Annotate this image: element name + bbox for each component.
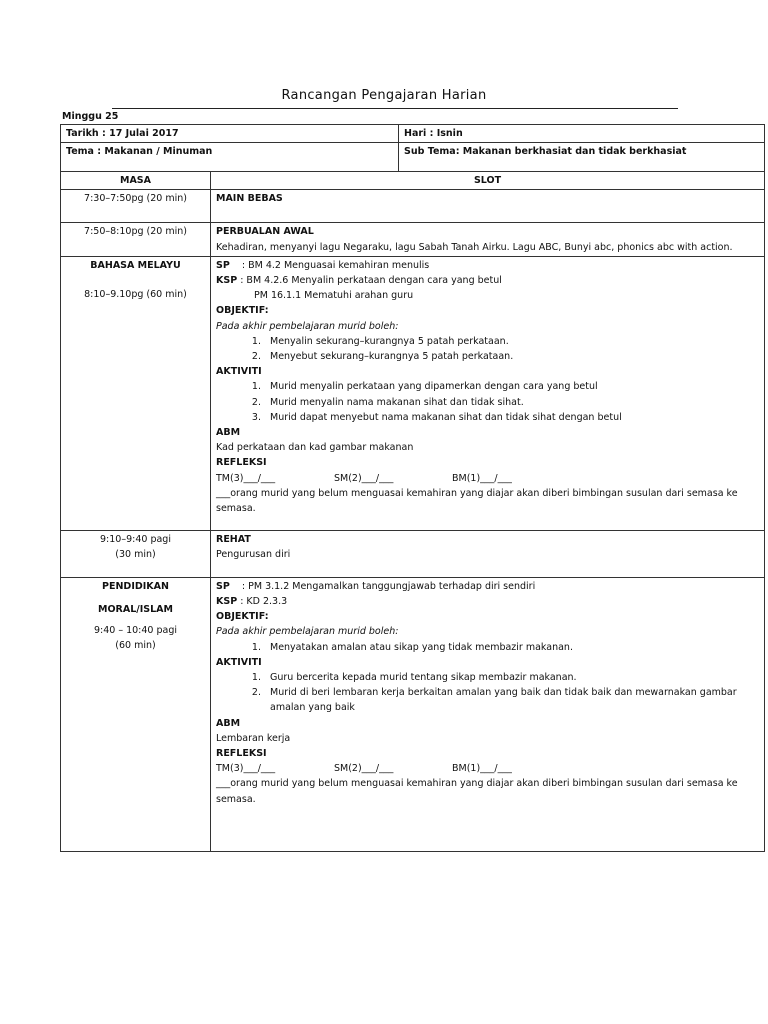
list-item: 1. Menyatakan amalan atau sikap yang tidak membazir makanan. bbox=[264, 640, 759, 655]
list-item: 1. Guru bercerita kepada murid tentang sikap membazir makanan. bbox=[264, 670, 759, 685]
list-item: 1. Menyalin sekurang–kurangnya 5 patah perkataan. bbox=[264, 334, 759, 349]
activity-list bbox=[216, 670, 759, 716]
ksp-line bbox=[216, 273, 759, 288]
slot-text: Kehadiran, menyanyi lagu Negaraku, lagu Sabah Tanah Airku. Lagu ABC, Bunyi abc, phonics abc with action. bbox=[216, 241, 733, 253]
time-cell bbox=[61, 530, 211, 577]
slot-title: MAIN BEBAS bbox=[211, 190, 765, 223]
sp-text: : BM 4.2 Menguasai kemahiran menulis bbox=[241, 259, 430, 271]
time-cell bbox=[61, 577, 211, 851]
sp-label: SP bbox=[216, 580, 230, 592]
score-bm: BM(1)___/___ bbox=[452, 472, 512, 484]
ksp-text: : KD 2.3.3 bbox=[240, 596, 288, 608]
score-tm: TM(3)___/___ bbox=[216, 472, 276, 484]
ksp-line bbox=[216, 594, 759, 609]
ksp-label: KSP bbox=[216, 275, 238, 287]
abm-text: Kad perkataan dan kad gambar makanan bbox=[216, 442, 414, 454]
col-header-masa: MASA bbox=[61, 172, 211, 190]
sp-line bbox=[216, 579, 759, 594]
list-item: 2. Menyebut sekurang–kurangnya 5 patah perkataan. bbox=[264, 349, 759, 364]
objective-intro: Pada akhir pembelajaran murid boleh: bbox=[216, 320, 399, 332]
row-perbualan-awal bbox=[61, 223, 765, 256]
reflection-scores bbox=[216, 471, 759, 486]
reflection-text: ___orang murid yang belum menguasai kemahiran yang diajar akan diberi bimbingan susulan dari semasa ke semasa. bbox=[216, 487, 738, 515]
day-cell: Hari : Isnin bbox=[399, 125, 765, 143]
activity-label: AKTIVITI bbox=[216, 656, 262, 668]
subject-name: PENDIDIKAN bbox=[102, 580, 169, 592]
date-cell: Tarikh : 17 Julai 2017 bbox=[61, 125, 399, 143]
reflection-scores bbox=[216, 761, 759, 776]
time-text: 9:10–9:40 pagi bbox=[100, 533, 171, 545]
reflection-label: REFLEKSI bbox=[216, 748, 267, 760]
list-item: 3. Murid dapat menyebut nama makanan sihat dan tidak sihat dengan betul bbox=[264, 410, 759, 425]
slot-cell bbox=[211, 577, 765, 851]
objective-intro: Pada akhir pembelajaran murid boleh: bbox=[216, 626, 399, 638]
activity-label: AKTIVITI bbox=[216, 366, 262, 378]
subject-name-2: MORAL/ISLAM bbox=[98, 604, 173, 616]
activity-list bbox=[216, 379, 759, 425]
score-sm: SM(2)___/___ bbox=[334, 763, 394, 775]
time-cell bbox=[61, 256, 211, 530]
week-label: Minggu 25 bbox=[62, 111, 119, 122]
reflection-label: REFLEKSI bbox=[216, 457, 267, 469]
time-duration: (60 min) bbox=[115, 640, 156, 652]
row-bahasa-melayu bbox=[61, 256, 765, 530]
ksp-text-2: PM 16.1.1 Mematuhi arahan guru bbox=[254, 290, 414, 302]
column-header-row bbox=[61, 172, 765, 190]
row-pendidikan-moral bbox=[61, 577, 765, 851]
abm-label: ABM bbox=[216, 717, 241, 729]
page-title: Rancangan Pengajaran Harian bbox=[281, 88, 487, 103]
slot-title: PERBUALAN AWAL bbox=[216, 226, 314, 238]
time-text: 8:10–9.10pg (60 min) bbox=[84, 289, 187, 301]
slot-cell bbox=[211, 530, 765, 577]
list-item: 2. Murid di beri lembaran kerja berkaitan amalan yang baik dan tidak baik dan mewarnakan gambar amalan yang baik bbox=[264, 685, 759, 715]
objective-list bbox=[216, 640, 759, 655]
abm-text: Lembaran kerja bbox=[216, 732, 291, 744]
row-main-bebas bbox=[61, 190, 765, 223]
sp-text: : PM 3.1.2 Mengamalkan tanggungjawab terhadap diri sendiri bbox=[241, 580, 536, 592]
subject-name: BAHASA MELAYU bbox=[90, 259, 181, 271]
col-header-slot: SLOT bbox=[211, 172, 765, 190]
objective-label: OBJEKTIF: bbox=[216, 305, 269, 317]
slot-cell bbox=[211, 223, 765, 256]
score-tm: TM(3)___/___ bbox=[216, 763, 276, 775]
list-item: 2. Murid menyalin nama makanan sihat dan tidak sihat. bbox=[264, 395, 759, 410]
sp-label: SP bbox=[216, 259, 230, 271]
row-rehat bbox=[61, 530, 765, 577]
slot-text: Pengurusan diri bbox=[216, 549, 291, 561]
subtheme-cell: Sub Tema: Makanan berkhasiat dan tidak berkhasiat bbox=[399, 143, 765, 172]
theme-cell: Tema : Makanan / Minuman bbox=[61, 143, 399, 172]
score-bm: BM(1)___/___ bbox=[452, 763, 512, 775]
slot-cell bbox=[211, 256, 765, 530]
time-text: 9:40 – 10:40 pagi bbox=[93, 625, 178, 637]
time-cell: 7:30–7:50pg (20 min) bbox=[61, 190, 211, 223]
reflection-text: ___orang murid yang belum menguasai kemahiran yang diajar akan diberi bimbingan susulan dari semasa ke semasa. bbox=[216, 778, 738, 805]
header-row-theme bbox=[61, 143, 765, 172]
time-duration: (30 min) bbox=[115, 549, 156, 561]
list-item: 1. Murid menyalin perkataan yang dipamerkan dengan cara yang betul bbox=[264, 379, 759, 394]
sp-line bbox=[216, 258, 759, 273]
title-underline bbox=[112, 108, 678, 109]
header-row-date bbox=[61, 125, 765, 143]
ksp-label: KSP bbox=[216, 596, 238, 608]
slot-title: REHAT bbox=[216, 533, 251, 545]
score-sm: SM(2)___/___ bbox=[334, 472, 394, 484]
objective-list bbox=[216, 334, 759, 364]
lesson-plan-table bbox=[60, 124, 765, 852]
objective-label: OBJEKTIF: bbox=[216, 611, 269, 623]
time-cell: 7:50–8:10pg (20 min) bbox=[61, 223, 211, 256]
ksp-text: : BM 4.2.6 Menyalin perkataan dengan cara yang betul bbox=[240, 275, 502, 287]
abm-label: ABM bbox=[216, 427, 241, 439]
